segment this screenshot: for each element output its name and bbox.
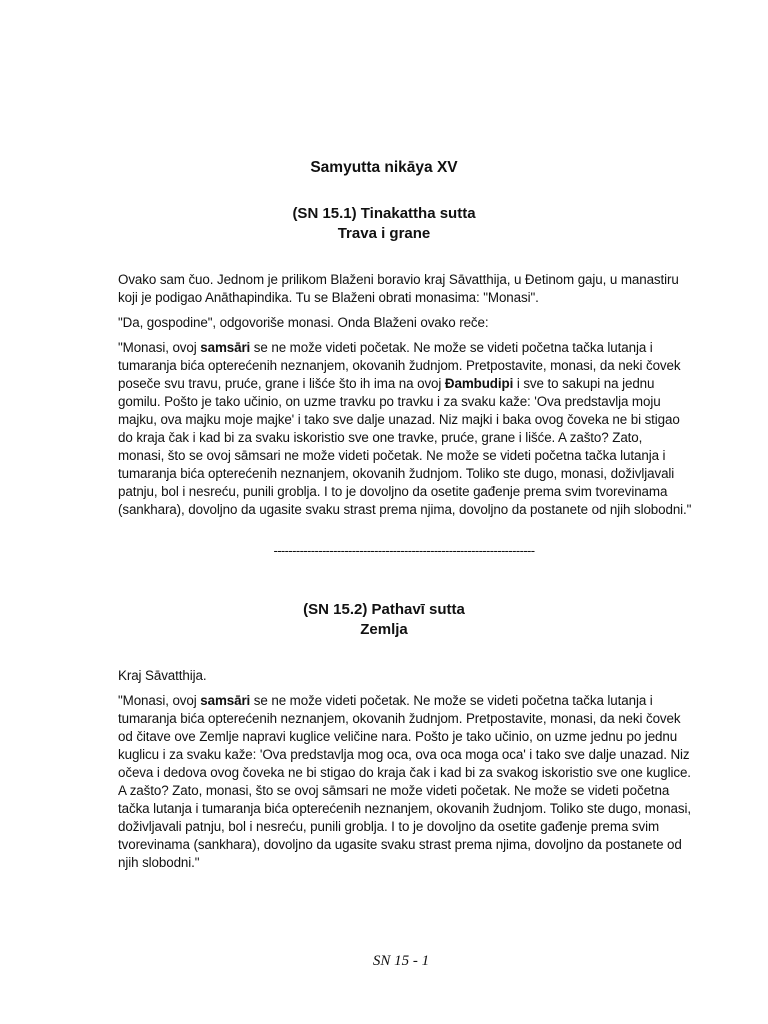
emphasized-term: samsāri [200,340,251,355]
paragraph: "Monasi, ovoj samsāri se ne može videti početak. Ne može se videti početna tačka lutanja i tumaranja bića opterećenih neznanjem, okovanih žudnjom. Pretpostavite, monasi, da neki čovek poseče svu travu, pruće, grane i lišće što ih ima na ovoj Đambudipi i sve to sakupi na jednu gomilu. Pošto je tako učinio, on uzme travku po travku i za svaku kaže: 'Ova predstavlja moju majku, ova majku moje majke' i tako sve dalje unazad. Niz majki i baka ovog čoveka ne bi stigao do kraja čak i kad bi za svaku iskoristio sve one travke, pruće, grane i lišće. A zašto? Zato, monasi, što se ovoj sāmsari ne može videti početak. Ne može se videti početna tačka lutanja i tumaranja bića opterećenih neznanjem, okovanih žudnjom. Toliko ste dugo, monasi, doživljavali patnju, bol i nesreću, punili groblja. I to je dovoljno da osetite gađenje prema svim tvorevinama (sankhara), dovoljno da ugasite svaku strast prema njima, dovoljno da postanete od njih slobodni." [118,340,692,517]
paragraph: Kraj Sāvatthija. [118,668,207,683]
paragraph: "Monasi, ovoj samsāri se ne može videti početak. Ne može se videti početna tačka lutanja i tumaranja bića opterećenih neznanjem, okovanih žudnjom. Pretpostavite, monasi, da neki čovek od čitave ove Zemlje napravi kuglice veličine nara. Pošto je tako učinio, on uzme jednu po jednu kuglicu i za svaku kaže: 'Ova predstavlja mog oca, ova oca moga oca' i tako sve dalje unazad. Niz očeva i dedova ovog čoveka ne bi stigao do kraja čak i kad bi za svakog iskoristio sve one kuglice. A zašto? Zato, monasi, što se ovoj sāmsari ne može videti početak. Ne može se videti početna tačka lutanja i tumaranja bića opterećenih neznanjem, okovanih žudnjom. Toliko ste dugo, monasi, doživljavali patnju, bol i nesreću, punili groblja. I to je dovoljno da osetite gađenje prema svim tvorevinama (sankhara), dovoljno da ugasite svaku strast prema njima, dovoljno da postanete od njih slobodni." [118,693,691,870]
paragraph: "Da, gospodine", odgovoriše monasi. Onda Blaženi ovako reče: [118,315,489,330]
sutta-title: (SN 15.1) Tinakattha sutta [292,205,476,222]
document-title: Samyutta nikāya XV [310,159,458,176]
page-footer: SN 15 - 1 [372,953,430,969]
sutta-title: (SN 15.2) Pathavī sutta [303,601,465,618]
sutta-heading-2 [0,600,768,640]
paragraph: Ovako sam čuo. Jednom je prilikom Blaženi boravio kraj Sāvatthija, u Đetinom gaju, u manastiru koji je podigao Anāthapindika. Tu se Blaženi obrati monasima: "Monasi". [118,272,679,305]
emphasized-term: samsāri [200,693,251,708]
section-divider: ---------------------------------------------------------------------- [273,543,535,558]
sutta-subtitle: Zemlja [360,621,408,638]
sutta-heading-1 [0,204,768,244]
sutta-subtitle: Trava i grane [337,225,431,242]
emphasized-term: Đambudipi [444,376,514,391]
